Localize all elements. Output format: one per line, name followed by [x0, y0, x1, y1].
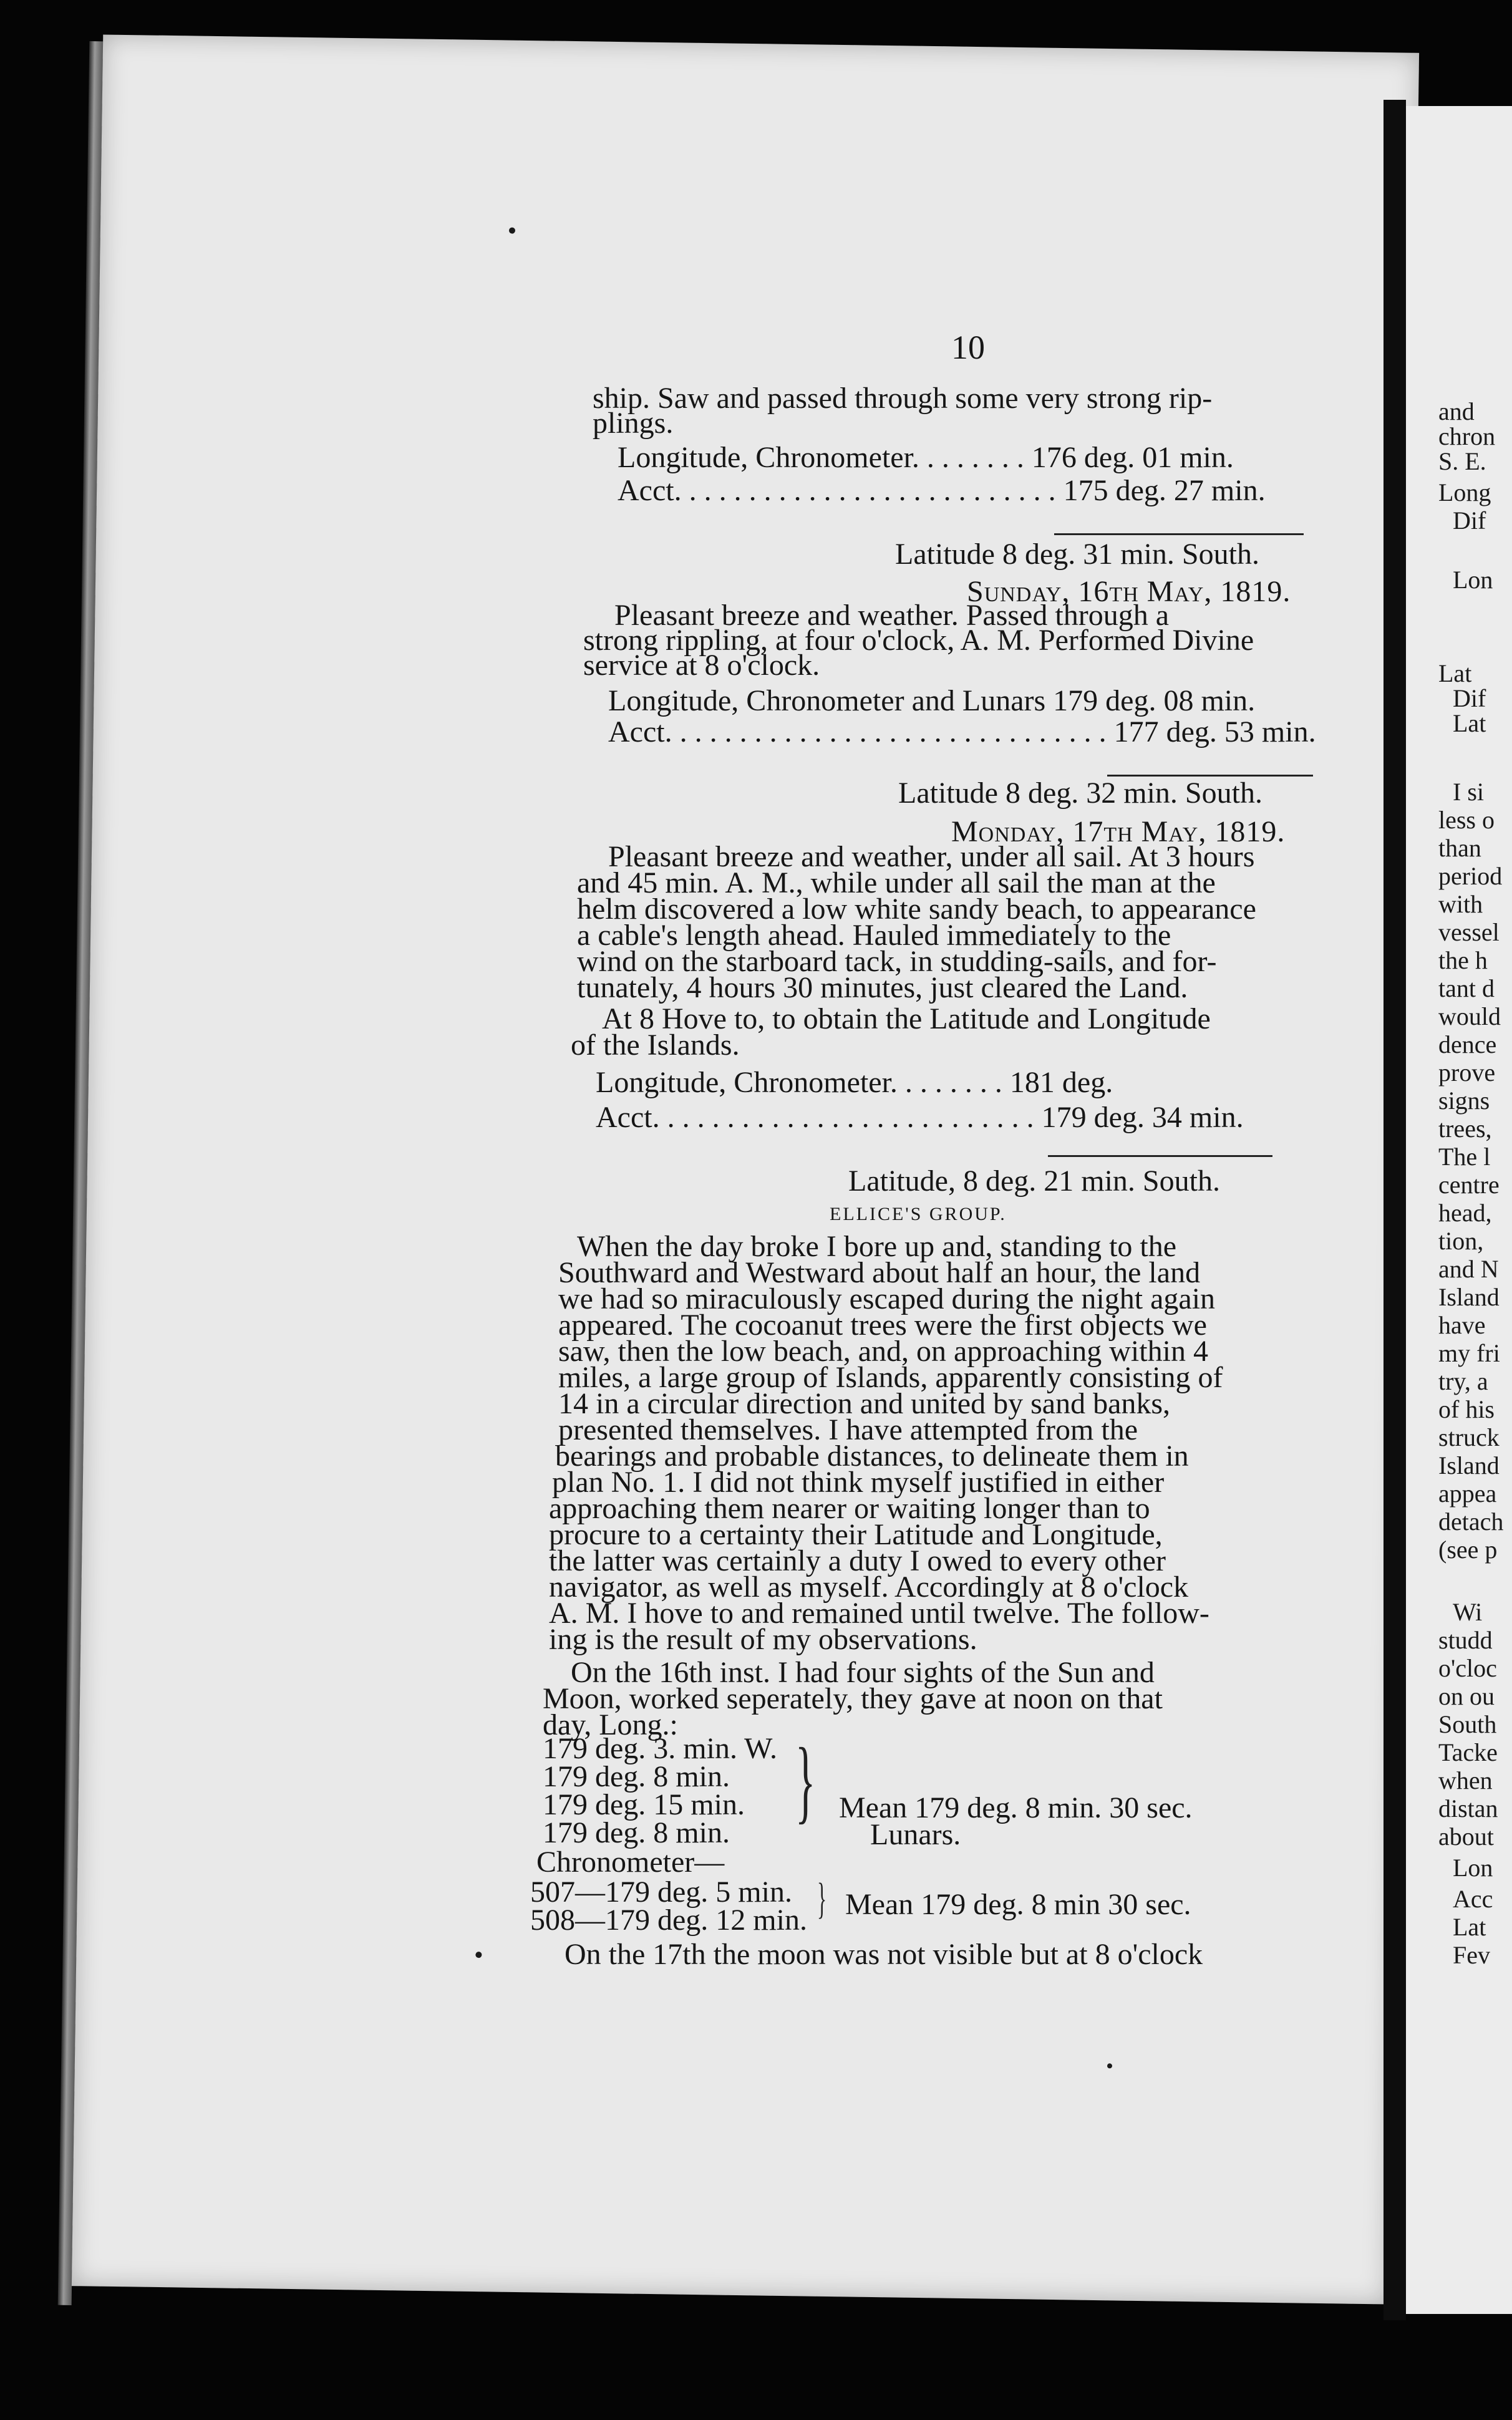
text-line: 14 in a circular direction and united by sand banks, [558, 1387, 1171, 1420]
ink-speck [475, 1952, 482, 1958]
facing-page-fragment: Lat [1453, 709, 1486, 737]
rule [1054, 533, 1304, 535]
facing-page-fragment: on ou [1438, 1682, 1495, 1710]
facing-page-fragment: centre [1438, 1171, 1500, 1199]
facing-page-fragment: head, [1438, 1199, 1492, 1227]
facing-page-fragment: Fev [1453, 1941, 1490, 1969]
facing-page-fragment: prove [1438, 1058, 1496, 1087]
facing-page-fragment: Tacke [1438, 1738, 1498, 1766]
text-line: Acct. . . . . . . . . . . . . . . . . . . . . . . . . . 175 deg. 27 min. [618, 474, 1266, 507]
facing-page-fragment: South [1438, 1710, 1497, 1738]
text-line: presented themselves. I have attempted from the [558, 1413, 1138, 1446]
facing-page-fragment: vessel [1438, 918, 1500, 946]
facing-page-fragment: I si [1453, 778, 1484, 806]
text-line: A. M. I hove to and remained until twelve. The follow- [549, 1597, 1209, 1630]
text-line: procure to a certainty their Latitude and Longitude, [549, 1518, 1163, 1551]
text-line: Pleasant breeze and weather. Passed through a [614, 599, 1170, 632]
text-line: a cable's length ahead. Hauled immediately to the [577, 919, 1171, 952]
facing-page-fragment: distan [1438, 1794, 1498, 1822]
facing-page-fragment: signs [1438, 1087, 1490, 1115]
rule [1048, 1155, 1272, 1157]
facing-page-fragment: Long [1438, 478, 1491, 506]
ink-speck [1107, 2063, 1112, 2068]
text-line: approaching them nearer or waiting longer than to [549, 1492, 1150, 1525]
facing-page-fragment: and [1438, 397, 1475, 425]
facing-page-fragment: my fri [1438, 1339, 1500, 1367]
text-line: plings. [593, 407, 674, 440]
text-line: the latter was certainly a duty I owed to every other [549, 1544, 1166, 1577]
text-line: Longitude, Chronometer. . . . . . . . 176 deg. 01 min. [618, 441, 1234, 474]
text-line: On the 17th the moon was not visible but at 8 o'clock [565, 1938, 1203, 1971]
facing-page-fragment: (see p [1438, 1536, 1498, 1564]
mean-value: Mean 179 deg. 8 min. 30 sec. [839, 1791, 1193, 1824]
observation-value: 507—179 deg. 5 min. [530, 1876, 792, 1909]
observation-value: 179 deg. 3. min. W. [543, 1732, 778, 1765]
facing-page-fragment: Lat [1438, 659, 1472, 687]
text-line: Pleasant breeze and weather, under all sail. At 3 hours [608, 840, 1255, 873]
brace: } [795, 1729, 816, 1832]
text-line: wind on the starboard tack, in studding-sails, and for- [577, 945, 1217, 978]
latitude-line: Latitude 8 deg. 31 min. South. [895, 538, 1259, 571]
facing-page [1406, 106, 1512, 2314]
brace: } [817, 1875, 827, 1923]
text-line: plan No. 1. I did not think myself justified in either [552, 1466, 1165, 1499]
facing-page-fragment: when [1438, 1766, 1493, 1794]
facing-page-fragment: Island [1438, 1283, 1500, 1311]
page-number: 10 [951, 329, 985, 366]
text-line: Longitude, Chronometer and Lunars 179 deg. 08 min. [608, 684, 1256, 717]
observation-value: 179 deg. 8 min. [543, 1816, 730, 1849]
facing-page-fragment: trees, [1438, 1115, 1492, 1143]
text-line: Acct. . . . . . . . . . . . . . . . . . . . . . . . . . . . . . 177 deg. 53 min. [608, 715, 1316, 748]
latitude-line: Latitude, 8 deg. 21 min. South. [848, 1164, 1220, 1198]
facing-page-fragment: Lon [1453, 566, 1493, 594]
ink-speck [509, 228, 515, 234]
text-line: On the 16th inst. I had four sights of the Sun and [571, 1656, 1155, 1689]
book-gutter [1384, 100, 1406, 2320]
facing-page-fragment: S. E. [1438, 447, 1486, 475]
facing-page-fragment: tant d [1438, 974, 1495, 1002]
observation-value: 179 deg. 8 min. [543, 1760, 730, 1793]
facing-page-fragment: Wi [1453, 1598, 1483, 1626]
observation-value: 508—179 deg. 12 min. [530, 1904, 807, 1937]
observation-value: 179 deg. 15 min. [543, 1788, 745, 1821]
facing-page-fragment: studd [1438, 1626, 1493, 1654]
facing-page-fragment: dence [1438, 1030, 1497, 1058]
text-line: strong rippling, at four o'clock, A. M. Performed Divine [583, 624, 1254, 657]
text-line: At 8 Hove to, to obtain the Latitude and Longitude [602, 1002, 1211, 1035]
facing-page-fragment: than [1438, 834, 1481, 862]
facing-page-fragment: of his [1438, 1395, 1495, 1423]
text-line: of the Islands. [571, 1028, 740, 1062]
facing-page-fragment: the h [1438, 946, 1488, 974]
text-line: navigator, as well as myself. Accordingly at 8 o'clock [549, 1571, 1189, 1604]
facing-page-fragment: with [1438, 890, 1483, 918]
facing-page-fragment: less o [1438, 806, 1495, 834]
mean-label: Lunars. [870, 1818, 961, 1851]
facing-page-fragment: Dif [1453, 684, 1486, 712]
section-heading: ELLICE'S GROUP. [830, 1204, 1007, 1224]
facing-page-fragment: about [1438, 1822, 1494, 1851]
text-line: service at 8 o'clock. [583, 649, 820, 682]
text-line: day, Long.: [543, 1708, 678, 1741]
facing-page-fragment: o'cloc [1438, 1654, 1497, 1682]
text-line: and 45 min. A. M., while under all sail the man at the [577, 866, 1216, 899]
facing-page-fragment: and N [1438, 1255, 1499, 1283]
text-line: bearings and probable distances, to delineate them in [555, 1440, 1189, 1473]
text-line: appeared. The cocoanut trees were the first objects we [558, 1309, 1207, 1342]
text-line: ing is the result of my observations. [549, 1623, 977, 1656]
text-line: tunately, 4 hours 30 minutes, just cleared the Land. [577, 971, 1188, 1004]
text-line: Chronometer— [536, 1846, 725, 1879]
facing-page-fragment: try, a [1438, 1367, 1488, 1395]
text-line: When the day broke I bore up and, standing to the [577, 1230, 1177, 1263]
date-heading: Monday, 17th May, 1819. [951, 815, 1286, 848]
text-line: Southward and Westward about half an hour, the land [558, 1256, 1201, 1289]
facing-page-fragment: period [1438, 862, 1503, 890]
mean-value: Mean 179 deg. 8 min 30 sec. [845, 1888, 1191, 1921]
facing-page-fragment: detach [1438, 1508, 1504, 1536]
text-line: Longitude, Chronometer. . . . . . . . 181 deg. [596, 1066, 1113, 1099]
facing-page-fragment: Island [1438, 1451, 1500, 1479]
facing-page-fragment: Dif [1453, 506, 1486, 535]
facing-page-fragment: The l [1438, 1143, 1491, 1171]
text-line: Moon, worked seperately, they gave at noon on that [543, 1682, 1163, 1715]
facing-page-fragment: Lat [1453, 1913, 1486, 1941]
facing-page-fragment: Lon [1453, 1854, 1493, 1882]
facing-page-fragment: would [1438, 1002, 1501, 1030]
date-heading: Sunday, 16th May, 1819. [967, 575, 1291, 608]
facing-page-fragment: tion, [1438, 1227, 1484, 1255]
facing-page-fragment: appea [1438, 1479, 1497, 1508]
text-line: Acct. . . . . . . . . . . . . . . . . . . . . . . . . . 179 deg. 34 min. [596, 1101, 1244, 1134]
text-line: ship. Saw and passed through some very strong rip- [593, 382, 1213, 415]
text-line: saw, then the low beach, and, on approaching within 4 [558, 1335, 1208, 1368]
text-line: helm discovered a low white sandy beach, to appearance [577, 893, 1256, 926]
latitude-line: Latitude 8 deg. 32 min. South. [898, 777, 1262, 810]
facing-page-fragment: Acc [1453, 1885, 1493, 1913]
text-line: we had so miraculously escaped during the night again [558, 1282, 1216, 1315]
facing-page-fragment: have [1438, 1311, 1486, 1339]
text-line: miles, a large group of Islands, apparently consisting of [558, 1361, 1223, 1394]
facing-page-fragment: struck [1438, 1423, 1500, 1451]
facing-page-fragment: chron [1438, 422, 1496, 450]
